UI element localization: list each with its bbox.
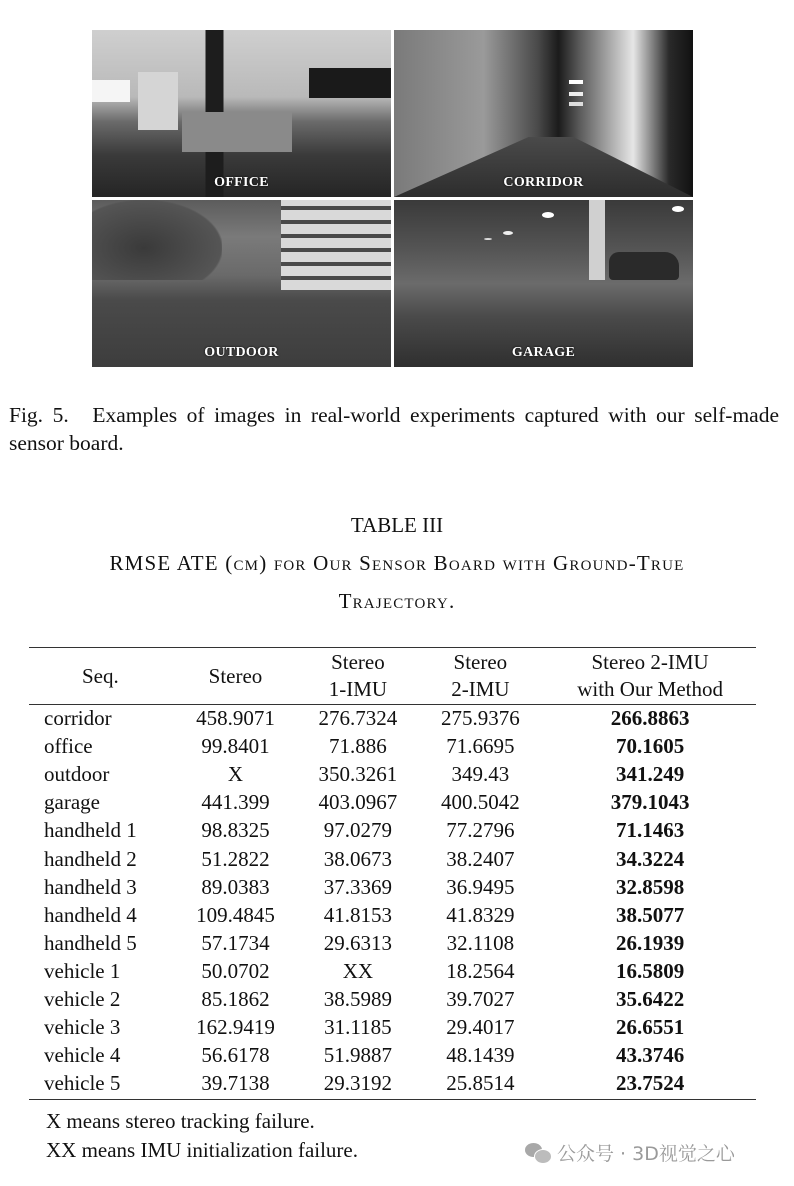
value-cell: 89.0383	[201, 874, 270, 899]
table-row	[29, 929, 756, 957]
table-row	[29, 816, 756, 844]
table-title-line-2: Trajectory.	[338, 589, 456, 613]
sequence-name-cell: garage	[44, 790, 100, 815]
best-value-cell: 34.3224	[615, 846, 685, 871]
value-cell: 403.0967	[318, 790, 398, 815]
value-cell: 71.886	[329, 734, 387, 759]
figure-number: Fig. 5.	[9, 403, 69, 427]
value-cell: 25.8514	[446, 1071, 515, 1096]
value-cell: 109.4845	[196, 902, 275, 927]
table-row	[29, 1013, 756, 1041]
value-cell: 85.1862	[201, 986, 270, 1011]
column-header-line: Stereo	[453, 650, 508, 674]
sequence-name-cell: handheld 2	[44, 846, 137, 871]
table-row	[29, 788, 756, 816]
sequence-name-cell: corridor	[44, 706, 112, 731]
table-number: TABLE III	[350, 513, 444, 537]
value-cell: 97.0279	[323, 818, 393, 843]
value-cell: 29.3192	[323, 1071, 393, 1096]
value-cell: 37.3369	[323, 874, 393, 899]
value-cell: 51.9887	[323, 1043, 393, 1068]
sequence-name-cell: vehicle 5	[44, 1071, 121, 1096]
sequence-name-cell: handheld 1	[44, 818, 137, 843]
value-cell: 41.8153	[323, 902, 393, 927]
value-cell: 99.8401	[201, 734, 270, 759]
column-header	[29, 648, 172, 704]
value-cell: 38.5989	[323, 986, 393, 1011]
value-cell: 36.9495	[446, 874, 515, 899]
image-office	[92, 30, 391, 197]
sequence-name-cell: vehicle 3	[44, 1015, 121, 1040]
column-header	[299, 648, 416, 704]
value-cell: 98.8325	[201, 818, 270, 843]
sequence-name-cell: handheld 5	[44, 930, 137, 955]
value-cell: 39.7138	[201, 1071, 270, 1096]
value-cell: 275.9376	[440, 706, 520, 731]
best-value-cell: 43.3746	[615, 1043, 685, 1068]
best-value-cell: 38.5077	[615, 902, 685, 927]
note-xx: XX means IMU initialization failure.	[46, 1138, 358, 1162]
column-header-line: Stereo	[331, 650, 385, 674]
sequence-name-cell: vehicle 4	[44, 1043, 121, 1068]
column-header-line: Seq.	[81, 663, 119, 688]
image-label: OUTDOOR	[204, 345, 279, 360]
sequence-name-cell: outdoor	[44, 762, 110, 787]
table-title-line-1: RMSE ATE (cm) for Our Sensor Board with Ground-True	[109, 551, 685, 575]
value-cell: 77.2796	[446, 818, 515, 843]
value-cell: 276.7324	[318, 706, 398, 731]
best-value-cell: 26.6551	[615, 1015, 685, 1040]
figure-5	[92, 30, 693, 367]
best-value-cell: 35.6422	[615, 986, 685, 1011]
best-value-cell: 71.1463	[615, 818, 685, 843]
column-header-line: Stereo 2-IMU	[591, 650, 709, 674]
best-value-cell: 70.1605	[615, 734, 685, 759]
results-table	[29, 648, 756, 1097]
note-x: X means stereo tracking failure.	[46, 1109, 315, 1133]
value-cell: 50.0702	[201, 958, 270, 983]
value-cell: XX	[342, 958, 374, 983]
column-header	[172, 648, 300, 704]
value-cell: 57.1734	[201, 930, 270, 955]
best-value-cell: 32.8598	[615, 874, 685, 899]
value-cell: 162.9419	[196, 1015, 275, 1040]
value-cell: 71.6695	[446, 734, 515, 759]
image-label: GARAGE	[511, 345, 576, 360]
table-row	[29, 732, 756, 760]
watermark	[525, 1139, 735, 1166]
best-value-cell: 23.7524	[615, 1071, 685, 1096]
table-notes	[46, 1107, 358, 1165]
value-cell: 41.8329	[446, 902, 515, 927]
image-outdoor	[92, 200, 391, 367]
best-value-cell: 341.249	[615, 762, 685, 787]
value-cell: 400.5042	[440, 790, 520, 815]
best-value-cell: 379.1043	[610, 790, 690, 815]
value-cell: 39.7027	[446, 986, 515, 1011]
value-cell: 56.6178	[201, 1043, 270, 1068]
sequence-name-cell: handheld 4	[44, 902, 137, 927]
sequence-name-cell: office	[44, 734, 93, 759]
value-cell: 29.6313	[323, 930, 393, 955]
value-cell: 18.2564	[446, 958, 515, 983]
column-header	[544, 648, 756, 704]
best-value-cell: 266.8863	[610, 706, 690, 731]
sequence-name-cell: vehicle 2	[44, 986, 121, 1011]
value-cell: 349.43	[451, 762, 510, 787]
value-cell: 38.2407	[446, 846, 515, 871]
table-row	[29, 1069, 756, 1097]
value-cell: 51.2822	[201, 846, 270, 871]
table-row	[29, 844, 756, 872]
image-label: OFFICE	[214, 175, 269, 190]
column-header-line: with Our Method	[577, 677, 724, 701]
image-garage	[394, 200, 693, 367]
best-value-cell: 26.1939	[615, 930, 685, 955]
table-bottom-rule	[29, 1099, 756, 1100]
figure-caption	[9, 401, 779, 457]
figure-caption-text: Examples of images in real-world experiments captured with our self-made sensor board.	[9, 403, 779, 455]
wechat-icon	[525, 1143, 551, 1163]
value-cell: X	[227, 762, 244, 787]
sequence-name-cell: vehicle 1	[44, 958, 121, 983]
value-cell: 32.1108	[446, 930, 515, 955]
image-corridor	[394, 30, 693, 197]
table-row	[29, 760, 756, 788]
table-row	[29, 985, 756, 1013]
table-row	[29, 1041, 756, 1069]
table-row	[29, 901, 756, 929]
value-cell: 38.0673	[323, 846, 393, 871]
value-cell: 458.9071	[196, 706, 275, 731]
value-cell: 350.3261	[318, 762, 398, 787]
value-cell: 29.4017	[446, 1015, 515, 1040]
table-row	[29, 704, 756, 732]
table-row	[29, 873, 756, 901]
best-value-cell: 16.5809	[615, 958, 685, 983]
column-header-line: Stereo	[208, 663, 263, 688]
watermark-text: 公众号 · 3D视觉之心	[557, 1143, 735, 1165]
column-header-line: 1-IMU	[328, 677, 388, 701]
value-cell: 441.399	[201, 790, 270, 815]
image-label: CORRIDOR	[503, 175, 584, 190]
value-cell: 31.1185	[324, 1015, 392, 1040]
table-row	[29, 957, 756, 985]
sequence-name-cell: handheld 3	[44, 874, 137, 899]
column-header-line: 2-IMU	[451, 677, 510, 701]
column-header	[417, 648, 545, 704]
value-cell: 48.1439	[446, 1043, 515, 1068]
table-header-row	[29, 648, 756, 704]
